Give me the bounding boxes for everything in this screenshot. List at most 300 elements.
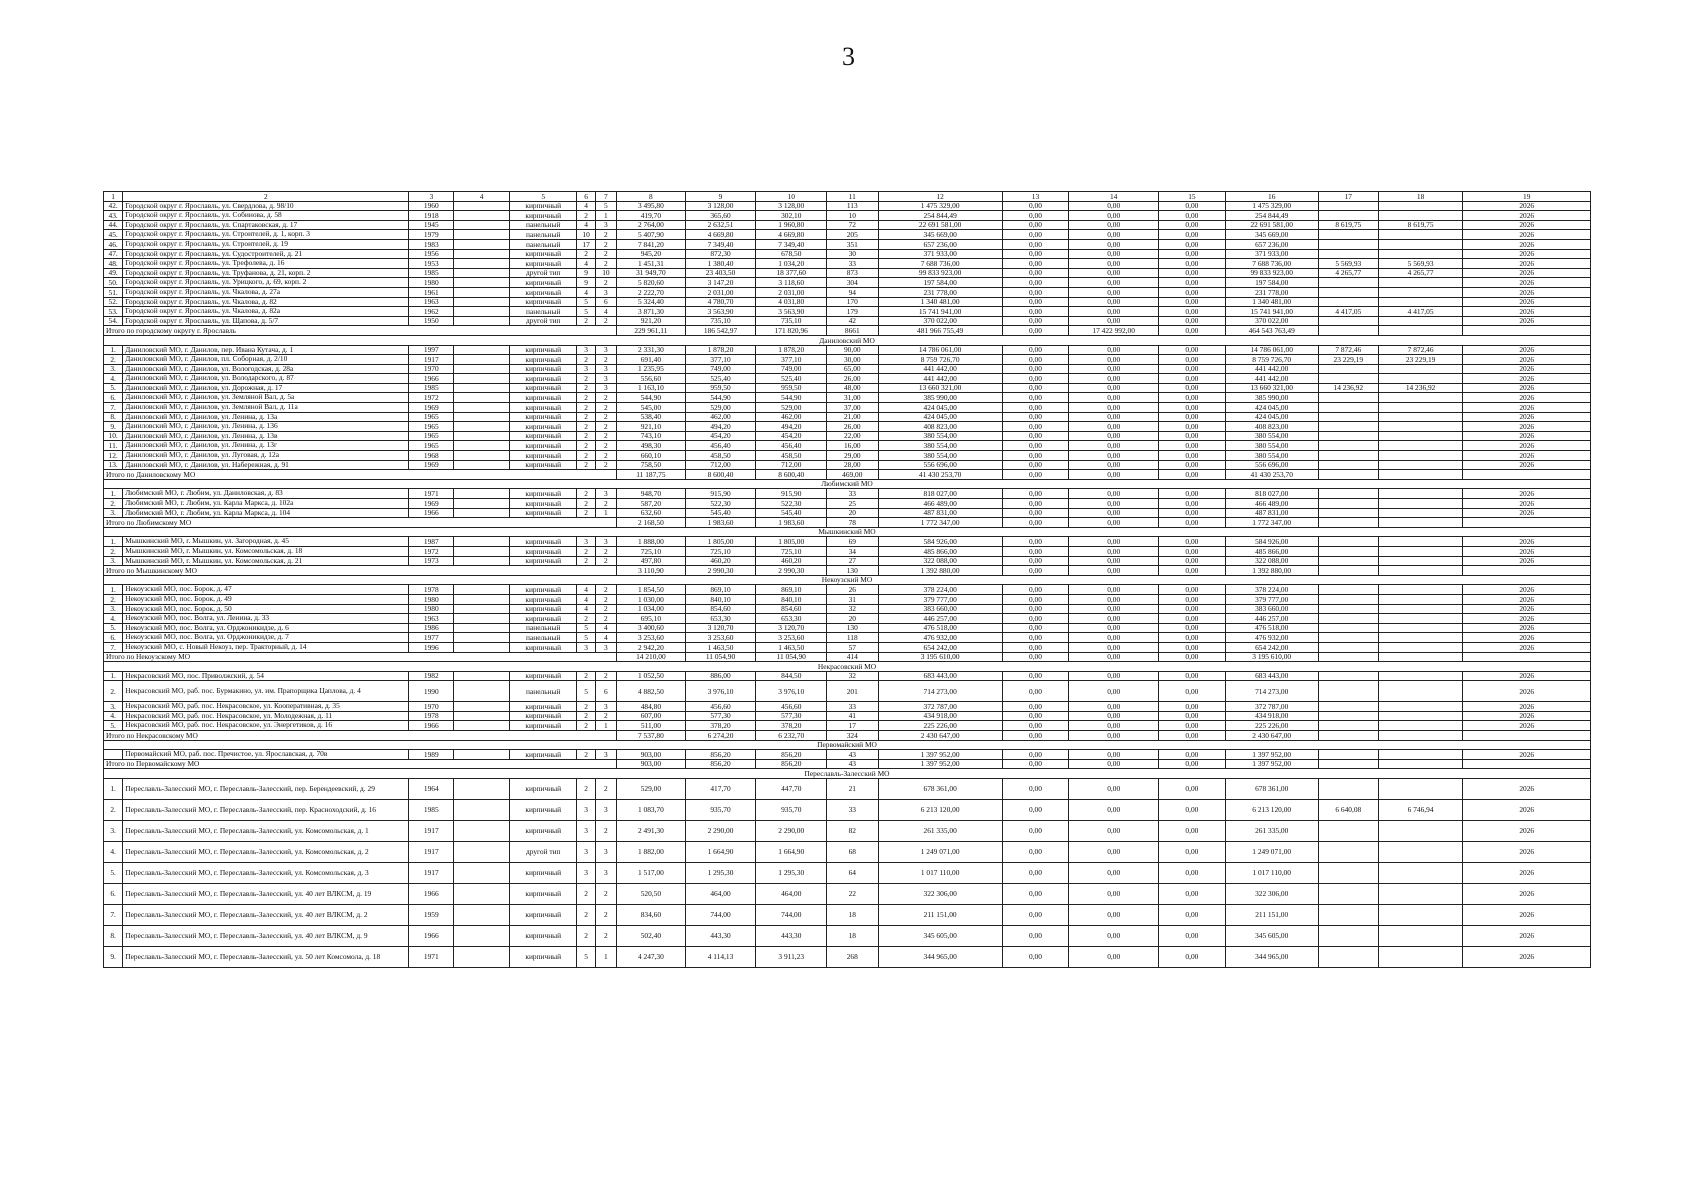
table-cell: 2 430 647,00 [1225, 731, 1318, 741]
table-cell: 0,00 [1002, 201, 1068, 211]
table-cell: Переславль-Залесский МО, г. Переславль-Залесский, пер. Берендеевский, д. 29 [123, 779, 409, 800]
table-cell [1463, 326, 1591, 336]
table-cell: 1 235,95 [617, 364, 686, 374]
total-row [104, 326, 1591, 336]
table-cell: панельный [510, 220, 577, 230]
table-cell: 14 786 061,00 [878, 345, 1002, 355]
table-cell: 11 187,75 [617, 470, 686, 480]
table-cell: 749,00 [685, 364, 756, 374]
table-cell: 0,00 [1069, 470, 1159, 480]
table-cell: 0,00 [1002, 779, 1068, 800]
table-cell: кирпичный [510, 779, 577, 800]
table-cell: 0,00 [1159, 489, 1225, 499]
table-cell: 1 475 329,00 [1225, 201, 1318, 211]
table-cell: 380 554,00 [878, 431, 1002, 441]
table-cell [1318, 759, 1378, 769]
table-row [104, 297, 1591, 307]
table-cell: 3 [577, 364, 595, 374]
table-cell: 1918 [409, 211, 454, 221]
table-cell: 2026 [1463, 249, 1591, 259]
table-cell: 0,00 [1069, 316, 1159, 326]
table-cell: 485 866,00 [878, 546, 1002, 556]
total-row [104, 759, 1591, 769]
table-cell: 678 361,00 [878, 779, 1002, 800]
table-cell: 0,00 [1159, 374, 1225, 384]
table-cell [1378, 721, 1463, 731]
table-cell: 54. [104, 316, 123, 326]
table-row [104, 711, 1591, 721]
table-cell [1378, 489, 1463, 499]
table-cell: 371 933,00 [1225, 249, 1318, 259]
table-cell: 0,00 [1159, 518, 1225, 528]
table-cell: Городской округ г. Ярославль, ул. Чкалова, д. 82а [123, 307, 409, 317]
table-cell: 2026 [1463, 926, 1591, 947]
table-cell: 33 [827, 702, 878, 712]
table-cell: 3 147,20 [685, 278, 756, 288]
table-cell: Городской округ г. Ярославль, ул. Судостроителей, д. 21 [123, 249, 409, 259]
table-cell: 6 [595, 297, 616, 307]
table-cell: 3 976,10 [756, 681, 827, 702]
table-cell: 834,60 [617, 905, 686, 926]
table-cell: 0,00 [1069, 499, 1159, 509]
table-row [104, 537, 1591, 547]
table-cell [454, 316, 510, 326]
table-cell: 371 933,00 [878, 249, 1002, 259]
column-number: 3 [409, 192, 454, 202]
table-cell: 5. [104, 721, 123, 731]
total-label: Итого по Даниловскому МО [104, 470, 617, 480]
table-cell: 0,00 [1159, 499, 1225, 509]
table-cell: Городской округ г. Ярославль, ул. Щапова, д. 5/7 [123, 316, 409, 326]
table-cell: 3 253,60 [617, 633, 686, 643]
table-cell: 1 392 880,00 [878, 566, 1002, 576]
table-cell: 1950 [409, 316, 454, 326]
table-cell: 14 786 061,00 [1225, 345, 1318, 355]
table-cell: 0,00 [1002, 297, 1068, 307]
table-cell: Городской округ г. Ярославль, ул. Строителей, д. 19 [123, 239, 409, 249]
table-cell: 14 210,00 [617, 652, 686, 662]
table-row [104, 508, 1591, 518]
table-cell: 7 841,20 [617, 239, 686, 249]
table-cell: 16,00 [827, 441, 878, 451]
table-cell [1378, 201, 1463, 211]
table-cell: 424 045,00 [878, 412, 1002, 422]
table-cell: 1. [104, 779, 123, 800]
table-cell: 2 [595, 556, 616, 566]
table-cell: 456,40 [756, 441, 827, 451]
table-cell: 99 833 923,00 [1225, 268, 1318, 278]
table-cell: 1 463,50 [685, 642, 756, 652]
table-cell: 2 [577, 556, 595, 566]
table-row [104, 374, 1591, 384]
table-cell [454, 594, 510, 604]
table-cell: 2026 [1463, 750, 1591, 760]
table-cell: кирпичный [510, 422, 577, 432]
table-cell: 2026 [1463, 604, 1591, 614]
table-cell: 2026 [1463, 460, 1591, 470]
table-cell [1318, 594, 1378, 604]
table-cell: 0,00 [1069, 460, 1159, 470]
table-cell: 2 331,30 [617, 345, 686, 355]
table-cell: 481 966 755,49 [878, 326, 1002, 336]
table-cell: 873 [827, 268, 878, 278]
table-cell: 6 213 120,00 [878, 800, 1002, 821]
table-cell: 3 495,80 [617, 201, 686, 211]
table-cell [1318, 316, 1378, 326]
table-cell: 43 [827, 759, 878, 769]
table-cell [1318, 297, 1378, 307]
table-cell: панельный [510, 307, 577, 317]
table-cell: Переславль-Залесский МО, г. Переславль-Залесский, ул. 40 лет ВЛКСМ, д. 2 [123, 905, 409, 926]
table-cell [1318, 230, 1378, 240]
table-cell: 0,00 [1069, 403, 1159, 413]
table-cell: Первомайский МО, раб. пос. Пречистое, ул. Ярославская, д. 70в [123, 750, 409, 760]
table-cell: 1945 [409, 220, 454, 230]
table-cell: 5 [577, 947, 595, 968]
table-cell: 3 [595, 364, 616, 374]
table-cell: 2026 [1463, 537, 1591, 547]
table-cell: 29,00 [827, 451, 878, 461]
table-cell: 201 [827, 681, 878, 702]
table-cell: 254 844,49 [878, 211, 1002, 221]
table-cell [1378, 556, 1463, 566]
table-cell: Городской округ г. Ярославль, ул. Собинова, д. 58 [123, 211, 409, 221]
table-cell: 0,00 [1002, 642, 1068, 652]
table-cell: Любимский МО, г. Любим, ул. Карла Маркса, д. 102а [123, 499, 409, 509]
table-cell: 4 114,13 [685, 947, 756, 968]
table-cell: 370 022,00 [1225, 316, 1318, 326]
table-cell: 68 [827, 842, 878, 863]
table-cell: 959,50 [756, 383, 827, 393]
table-cell: 1 017 110,00 [878, 863, 1002, 884]
table-cell [454, 239, 510, 249]
table-cell: 0,00 [1002, 884, 1068, 905]
table-cell: 0,00 [1159, 249, 1225, 259]
table-cell: 0,00 [1002, 345, 1068, 355]
table-cell: 2. [104, 499, 123, 509]
table-cell: 21 [827, 779, 878, 800]
table-cell: Любимский МО, г. Любим, ул. Даниловская, д. 83 [123, 489, 409, 499]
table-cell: 2026 [1463, 287, 1591, 297]
table-cell: кирпичный [510, 863, 577, 884]
table-cell: 7 688 736,00 [1225, 259, 1318, 269]
table-cell: другой тип [510, 316, 577, 326]
table-cell: 380 554,00 [1225, 451, 1318, 461]
table-cell: 529,00 [756, 403, 827, 413]
table-cell: 424 045,00 [1225, 412, 1318, 422]
table-cell: 379 777,00 [878, 594, 1002, 604]
table-cell: 1917 [409, 355, 454, 365]
table-cell: 0,00 [1159, 604, 1225, 614]
table-cell: 4. [104, 711, 123, 721]
table-cell [454, 633, 510, 643]
table-cell: 1 163,10 [617, 383, 686, 393]
table-cell: 0,00 [1069, 905, 1159, 926]
table-cell: 959,50 [685, 383, 756, 393]
column-number: 13 [1002, 192, 1068, 202]
table-cell: 818 027,00 [1225, 489, 1318, 499]
table-cell: 11 054,90 [756, 652, 827, 662]
table-cell: 1 034,00 [617, 604, 686, 614]
table-cell: 0,00 [1159, 422, 1225, 432]
table-cell [1463, 731, 1591, 741]
table-cell: 0,00 [1069, 249, 1159, 259]
table-cell: 0,00 [1002, 546, 1068, 556]
table-cell: 0,00 [1159, 431, 1225, 441]
table-cell: 1. [104, 585, 123, 595]
table-cell: 0,00 [1069, 230, 1159, 240]
table-cell [1318, 614, 1378, 624]
table-cell [454, 431, 510, 441]
page-number: 3 [842, 42, 855, 71]
table-cell: 2026 [1463, 905, 1591, 926]
table-cell: 3 911,23 [756, 947, 827, 968]
table-cell: 8 619,75 [1318, 220, 1378, 230]
table-cell: 3 120,70 [685, 623, 756, 633]
table-cell [1378, 681, 1463, 702]
table-cell: 33 [827, 259, 878, 269]
table-cell: 18 [827, 905, 878, 926]
table-cell: 2 [577, 374, 595, 384]
table-cell: 2 942,20 [617, 642, 686, 652]
table-cell: 31 949,70 [617, 268, 686, 278]
table-cell: 0,00 [1069, 393, 1159, 403]
table-cell: 0,00 [1069, 268, 1159, 278]
table-cell: 2 [577, 546, 595, 556]
table-cell: 1 397 952,00 [878, 759, 1002, 769]
table-cell: 2 [577, 926, 595, 947]
table-cell: 33 [827, 800, 878, 821]
table-cell: Даниловский МО, г. Данилов, ул. Луговая, д. 12а [123, 451, 409, 461]
table-cell: 6. [104, 393, 123, 403]
table-cell: 2 [577, 393, 595, 403]
table-cell: 1 392 880,00 [1225, 566, 1318, 576]
table-cell: 502,40 [617, 926, 686, 947]
table-cell: 1971 [409, 489, 454, 499]
table-cell: 385 990,00 [1225, 393, 1318, 403]
table-row [104, 779, 1591, 800]
table-cell [454, 383, 510, 393]
table-cell [1318, 451, 1378, 461]
table-cell: 522,30 [685, 499, 756, 509]
table-cell: 456,60 [685, 702, 756, 712]
table-cell: 2026 [1463, 259, 1591, 269]
table-cell: 10 [827, 211, 878, 221]
table-cell: 12. [104, 451, 123, 461]
table-cell: 725,10 [685, 546, 756, 556]
table-cell: 0,00 [1069, 711, 1159, 721]
table-cell: 377,10 [756, 355, 827, 365]
table-cell [1318, 585, 1378, 595]
table-cell: 0,00 [1069, 642, 1159, 652]
table-cell: 365,60 [685, 211, 756, 221]
table-cell: кирпичный [510, 711, 577, 721]
table-cell: 2026 [1463, 220, 1591, 230]
table-cell: 1980 [409, 594, 454, 604]
table-cell: 0,00 [1069, 345, 1159, 355]
table-cell: 0,00 [1069, 585, 1159, 595]
table-cell: 0,00 [1002, 585, 1068, 595]
table-cell: 2 [577, 702, 595, 712]
table-cell: 0,00 [1069, 374, 1159, 384]
table-cell: 462,00 [685, 412, 756, 422]
table-cell: 0,00 [1069, 681, 1159, 702]
table-cell: 0,00 [1069, 211, 1159, 221]
table-cell: 948,70 [617, 489, 686, 499]
table-cell: 2026 [1463, 779, 1591, 800]
table-cell: 5. [104, 863, 123, 884]
table-cell: 225 226,00 [878, 721, 1002, 731]
table-cell [1378, 711, 1463, 721]
table-cell: 1963 [409, 297, 454, 307]
table-cell [454, 364, 510, 374]
table-cell [1378, 422, 1463, 432]
table-cell: 261 335,00 [1225, 821, 1318, 842]
table-cell [1378, 364, 1463, 374]
table-cell: 3 253,60 [756, 633, 827, 643]
table-cell: Даниловский МО, г. Данилов, ул. Вологодская, д. 28а [123, 364, 409, 374]
table-cell: 1965 [409, 441, 454, 451]
table-cell: 6. [104, 633, 123, 643]
table-cell [454, 926, 510, 947]
table-cell: кирпичный [510, 278, 577, 288]
table-cell: 0,00 [1069, 355, 1159, 365]
table-cell: 446 257,00 [878, 614, 1002, 624]
table-cell: 0,00 [1069, 556, 1159, 566]
table-cell: кирпичный [510, 721, 577, 731]
table-cell: 6 274,20 [685, 731, 756, 741]
table-cell [1378, 623, 1463, 633]
table-cell: 1985 [409, 800, 454, 821]
table-cell: 0,00 [1069, 431, 1159, 441]
table-cell: 2026 [1463, 711, 1591, 721]
table-cell: 3 [577, 842, 595, 863]
table-cell: 935,70 [756, 800, 827, 821]
table-cell: 2 [577, 671, 595, 681]
table-cell: 414 [827, 652, 878, 662]
table-cell [454, 702, 510, 712]
table-cell: кирпичный [510, 287, 577, 297]
table-cell: кирпичный [510, 211, 577, 221]
table-cell: 41 430 253,70 [878, 470, 1002, 480]
table-cell: 2 [595, 926, 616, 947]
table-cell: 3. [104, 364, 123, 374]
table-cell: Некоузский МО, пос. Волга, ул. Орджоникидзе, д. 7 [123, 633, 409, 643]
table-cell [1318, 566, 1378, 576]
table-cell: 3 871,30 [617, 307, 686, 317]
table-cell: 3 [577, 800, 595, 821]
table-cell [1318, 842, 1378, 863]
table-cell: 13. [104, 460, 123, 470]
table-cell: 377,10 [685, 355, 756, 365]
table-row [104, 614, 1591, 624]
table-cell: 1 878,20 [756, 345, 827, 355]
table-cell: 2026 [1463, 230, 1591, 240]
table-cell: 2 [577, 499, 595, 509]
table-cell: 3 120,70 [756, 623, 827, 633]
table-cell: 0,00 [1002, 470, 1068, 480]
table-cell: 2026 [1463, 842, 1591, 863]
table-cell: 4 417,05 [1378, 307, 1463, 317]
table-cell: 2026 [1463, 884, 1591, 905]
table-cell: кирпичный [510, 821, 577, 842]
table-cell: 0,00 [1159, 460, 1225, 470]
table-cell: 945,20 [617, 249, 686, 259]
table-cell: 372 787,00 [1225, 702, 1318, 712]
table-cell: кирпичный [510, 355, 577, 365]
table-cell [454, 800, 510, 821]
table-cell [1378, 642, 1463, 652]
table-cell [454, 268, 510, 278]
table-cell: 5. [104, 383, 123, 393]
table-cell: 0,00 [1002, 681, 1068, 702]
table-cell: 4. [104, 374, 123, 384]
table-cell: 231 778,00 [878, 287, 1002, 297]
table-cell: Городской округ г. Ярославль, ул. Трефолева, д. 16 [123, 259, 409, 269]
table-cell: 378 224,00 [1225, 585, 1318, 595]
table-row [104, 278, 1591, 288]
table-cell: 2 [595, 316, 616, 326]
table-row [104, 422, 1591, 432]
table-cell: 0,00 [1002, 671, 1068, 681]
table-cell: 372 787,00 [878, 702, 1002, 712]
table-cell: 0,00 [1159, 556, 1225, 566]
table-cell: 0,00 [1069, 623, 1159, 633]
table-cell [1378, 905, 1463, 926]
table-cell [1463, 470, 1591, 480]
table-cell: 18 [827, 926, 878, 947]
table-cell: 466 489,00 [878, 499, 1002, 509]
table-cell [1318, 947, 1378, 968]
table-cell: 351 [827, 239, 878, 249]
table-cell: 632,60 [617, 508, 686, 518]
table-cell: 0,00 [1159, 403, 1225, 413]
table-cell: 5 569,93 [1378, 259, 1463, 269]
table-cell: 1 249 071,00 [878, 842, 1002, 863]
column-number: 19 [1463, 192, 1591, 202]
table-cell: 1985 [409, 383, 454, 393]
table-cell: 2026 [1463, 393, 1591, 403]
table-cell: 2026 [1463, 821, 1591, 842]
table-cell: 556 696,00 [1225, 460, 1318, 470]
table-row [104, 633, 1591, 643]
table-cell: 2026 [1463, 614, 1591, 624]
section-header-row [104, 479, 1591, 489]
table-cell: 2 [577, 441, 595, 451]
table-cell: кирпичный [510, 884, 577, 905]
table-cell: 2 [595, 249, 616, 259]
table-cell: 1917 [409, 821, 454, 842]
table-cell: 1 [595, 721, 616, 731]
table-cell: 2 031,00 [756, 287, 827, 297]
table-cell: 0,00 [1069, 750, 1159, 760]
table-cell: 0,00 [1159, 821, 1225, 842]
table-cell: 34 [827, 546, 878, 556]
table-cell: 0,00 [1069, 451, 1159, 461]
total-row [104, 652, 1591, 662]
table-cell: 447,70 [756, 779, 827, 800]
table-cell: 1 878,20 [685, 345, 756, 355]
table-cell: 844,50 [756, 671, 827, 681]
table-cell: 2 [577, 905, 595, 926]
table-cell [1318, 211, 1378, 221]
table-cell: 94 [827, 287, 878, 297]
table-cell: 3 976,10 [685, 681, 756, 702]
table-cell [1378, 287, 1463, 297]
table-cell: 7. [104, 905, 123, 926]
table-cell: Даниловский МО, г. Данилов, ул. Володарского, д. 87 [123, 374, 409, 384]
table-cell: Любимский МО, г. Любим, ул. Карла Маркса, д. 104 [123, 508, 409, 518]
